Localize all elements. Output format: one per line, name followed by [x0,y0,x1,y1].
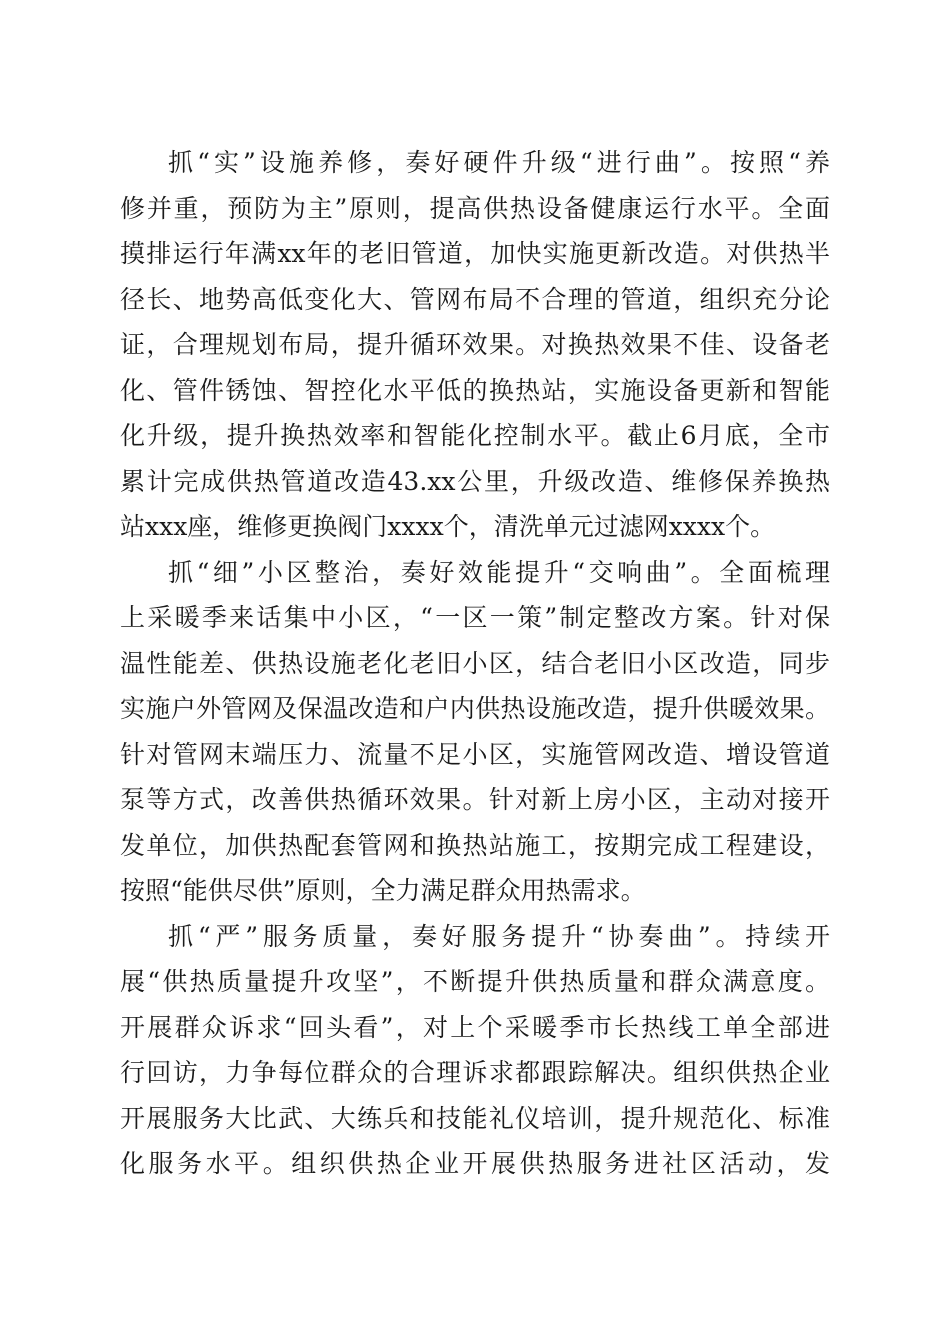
paragraph-line: 修并重，预防为主”原则，提高供热设备健康运行水平。全面 [120,193,830,223]
paragraph-service-quality [120,914,830,1187]
paragraph-facility-maintenance [120,140,830,550]
paragraph-line: 开展服务大比武、大练兵和技能礼仪培训，提升规范化、标准 [120,1103,830,1133]
paragraph-community-renovation [120,550,830,914]
paragraph-line: 站xxx座，维修更换阀门xxxx个，清洗单元过滤网xxxx个。 [120,512,776,541]
paragraph-line: 实施户外管网及保温改造和户内供热设施改造，提升供暖效果。 [120,694,830,723]
paragraph-line: 泵等方式，改善供热循环效果。针对新上房小区，主动对接开 [120,785,830,814]
paragraph-line: 化升级，提升换热效率和智能化控制水平。截止6月底，全市 [120,421,830,450]
paragraph-line: 上采暖季来话集中小区，“一区一策”制定整改方案。针对保 [120,603,830,632]
paragraph-line: 抓“严”服务质量，奏好服务提升“协奏曲”。持续开 [168,921,830,951]
paragraph-line: 累计完成供热管道改造43.xx公里，升级改造、维修保养换热 [120,466,830,496]
paragraph-line: 按照“能供尽供”原则，全力满足群众用热需求。 [120,876,646,905]
paragraph-line: 行回访，力争每位群众的合理诉求都跟踪解决。组织供热企业 [120,1058,830,1087]
paragraph-line: 发单位，加供热配套管网和换热站施工，按期完成工程建设， [120,830,830,860]
paragraph-line: 摸排运行年满xx年的老旧管道，加快实施更新改造。对供热半 [120,239,830,268]
paragraph-line: 抓“实”设施养修，奏好硬件升级“进行曲”。按照“养 [168,148,830,177]
document-body [120,140,830,1187]
paragraph-line: 证，合理规划布局，提升循环效果。对换热效果不佳、设备老 [120,330,830,359]
paragraph-line: 展“供热质量提升攻坚”，不断提升供热质量和群众满意度。 [120,967,830,996]
paragraph-line: 抓“细”小区整治，奏好效能提升“交响曲”。全面梳理 [168,557,830,587]
paragraph-line: 径长、地势高低变化大、管网布局不合理的管道，组织充分论 [120,284,830,314]
paragraph-line: 开展群众诉求“回头看”，对上个采暖季市长热线工单全部进 [120,1012,830,1042]
paragraph-line: 化服务水平。组织供热企业开展供热服务进社区活动，发 [120,1149,830,1178]
paragraph-line: 化、管件锈蚀、智控化水平低的换热站，实施设备更新和智能 [120,375,830,405]
paragraph-line: 温性能差、供热设施老化老旧小区，结合老旧小区改造，同步 [120,648,830,678]
paragraph-line: 针对管网末端压力、流量不足小区，实施管网改造、增设管道 [120,739,830,769]
